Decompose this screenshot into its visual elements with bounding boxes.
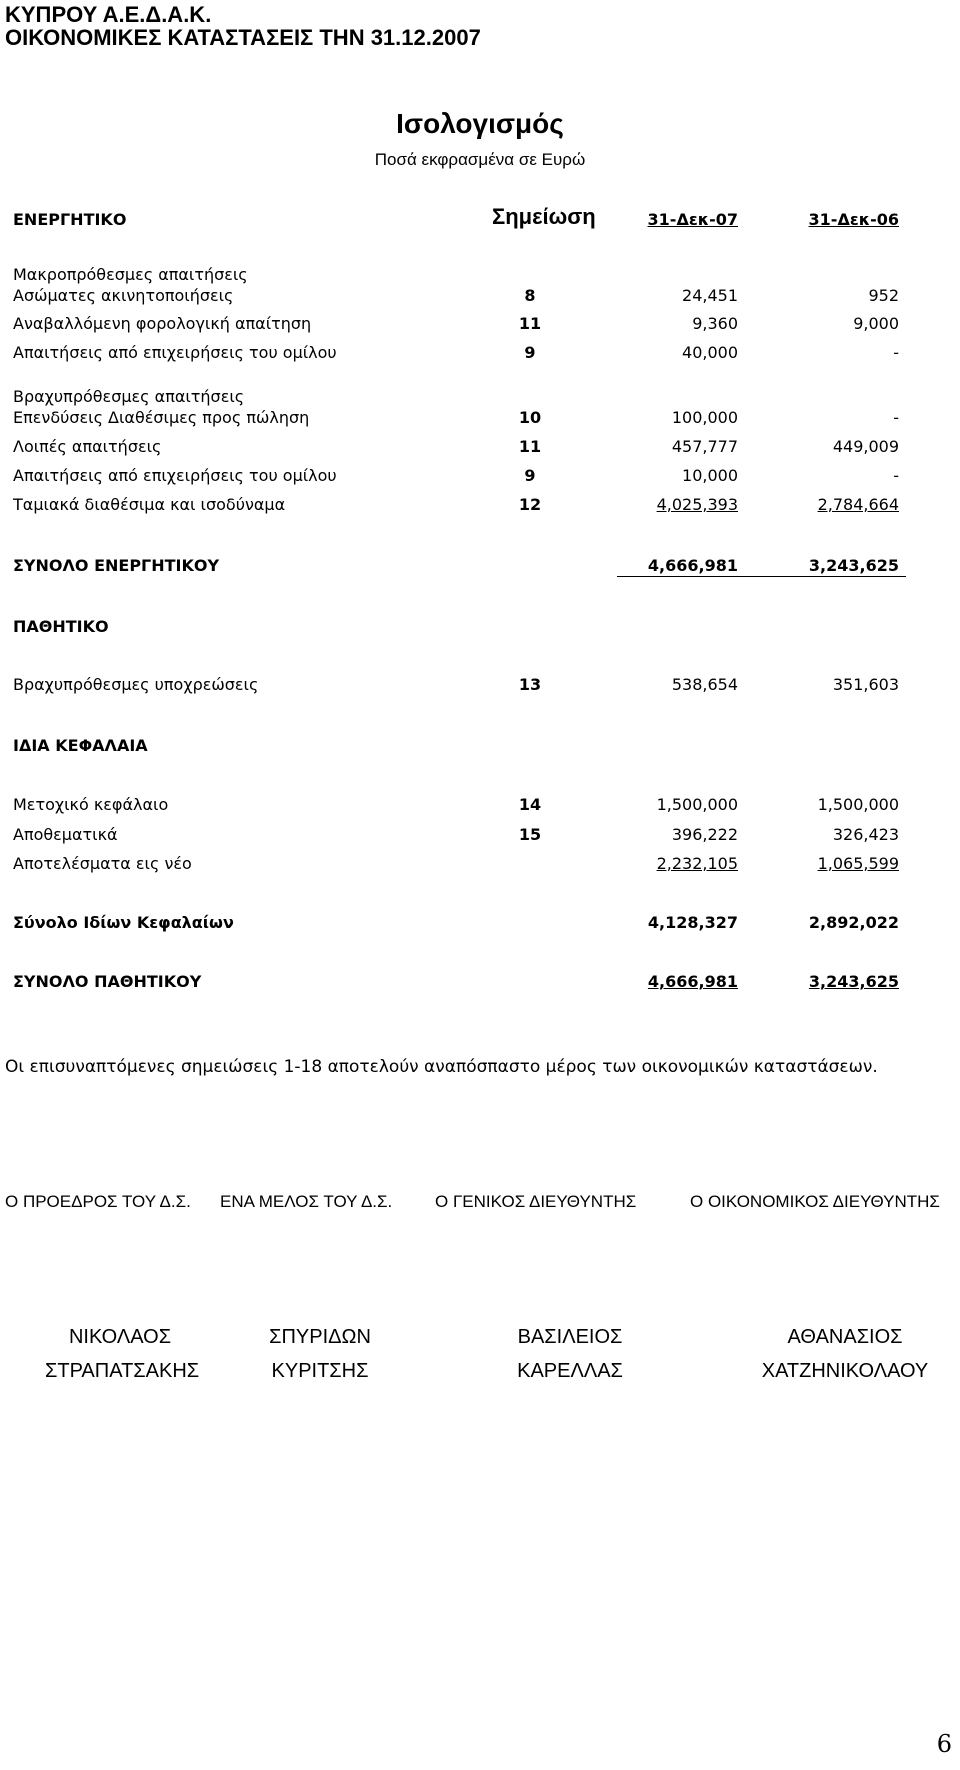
row-value-2006: 952 [868, 286, 899, 305]
total-equity-2006: 2,892,022 [808, 913, 899, 932]
year1-column-header: 31-Δεκ-07 [647, 210, 738, 229]
row-value-2007: 24,451 [682, 286, 738, 305]
company-name: ΚΥΠΡΟΥ Α.Ε.Δ.Α.Κ. [5, 2, 212, 27]
signatory-title: Ο ΠΡΟΕΔΡΟΣ ΤΟΥ Δ.Σ. [5, 1192, 191, 1211]
total-assets-2006: 3,243,625 [808, 556, 899, 575]
signatory-name: ΑΘΑΝΑΣΙΟΣ ΧΑΤΖΗΝΙΚΟΛΑΟΥ [761, 1326, 929, 1382]
row-value-2006: - [893, 408, 899, 427]
current-heading: Βραχυπρόθεσμες απαιτήσεις [13, 387, 245, 406]
row-value-2006: 326,423 [832, 825, 899, 844]
row-note: 14 [518, 795, 542, 814]
row-value-2007: 40,000 [682, 343, 738, 362]
total-equity-label: Σύνολο Ιδίων Κεφαλαίων [13, 913, 234, 932]
row-label: Απαιτήσεις από επιχειρήσεις του ομίλου [13, 343, 337, 362]
signatory-title: ΕΝΑ ΜΕΛΟΣ ΤΟΥ Δ.Σ. [220, 1192, 393, 1211]
total-underline [617, 576, 906, 577]
row-value-2007: 10,000 [682, 466, 738, 485]
equity-heading: ΙΔΙΑ ΚΕΦΑΛΑΙΑ [13, 736, 148, 755]
row-value-2007: 538,654 [671, 675, 738, 694]
row-value-2007: 1,500,000 [656, 795, 738, 814]
statement-title: ΟΙΚΟΝΟΜΙΚΕΣ ΚΑΤΑΣΤΑΣΕΙΣ ΤΗΝ 31.12.2007 [5, 25, 481, 50]
footnote: Οι επισυναπτόμενες σημειώσεις 1-18 αποτελούν αναπόσπαστο μέρος των οικονομικών καταστάσεων. [5, 1057, 878, 1077]
noncurrent-heading: Μακροπρόθεσμες απαιτήσεις [13, 265, 248, 284]
row-value-2006: 1,065,599 [817, 854, 899, 873]
signatory-name: ΝΙΚΟΛΑΟΣ ΣΤΡΑΠΑΤΣΑΚΗΣ [45, 1326, 200, 1382]
row-value-2007: 4,025,393 [656, 495, 738, 514]
page-subtitle: Ποσά εκφρασμένα σε Ευρώ [374, 150, 586, 169]
total-liabilities-label: ΣΥΝΟΛΟ ΠΑΘΗΤΙΚΟΥ [13, 972, 202, 991]
row-value-2006: 2,784,664 [817, 495, 899, 514]
row-note: 9 [524, 466, 536, 485]
row-value-2007: 2,232,105 [656, 854, 738, 873]
row-note: 15 [518, 825, 542, 844]
row-value-2007: 9,360 [692, 314, 738, 333]
total-liabilities-2006: 3,243,625 [808, 972, 899, 991]
row-note: 13 [518, 675, 542, 694]
signatory-title: Ο ΓΕΝΙΚΟΣ ΔΙΕΥΘΥΝΤΗΣ [435, 1192, 637, 1211]
row-value-2007: 100,000 [671, 408, 738, 427]
row-value-2007: 457,777 [671, 437, 738, 456]
row-label: Απαιτήσεις από επιχειρήσεις του ομίλου [13, 466, 337, 485]
total-equity-2007: 4,128,327 [647, 913, 738, 932]
note-column-header: Σημείωση [492, 204, 596, 229]
row-note: 12 [518, 495, 542, 514]
row-label: Αποτελέσματα εις νέο [13, 854, 192, 873]
assets-heading: ΕΝΕΡΓΗΤΙΚΟ [13, 210, 127, 229]
signatory-title: Ο ΟΙΚΟΝΟΜΙΚΟΣ ΔΙΕΥΘΥΝΤΗΣ [690, 1192, 940, 1211]
liabilities-heading: ΠΑΘΗΤΙΚΟ [13, 617, 109, 636]
row-value-2006: 1,500,000 [817, 795, 899, 814]
row-label: Ασώματες ακινητοποιήσεις [13, 286, 234, 305]
row-note: 10 [518, 408, 542, 427]
row-value-2006: - [893, 343, 899, 362]
year2-column-header: 31-Δεκ-06 [808, 210, 899, 229]
row-note: 11 [518, 437, 542, 456]
signatory-name: ΒΑΣΙΛΕΙΟΣ ΚΑΡΕΛΛΑΣ [517, 1326, 623, 1382]
page-title: Ισολογισμός [396, 108, 564, 139]
row-value-2006: 449,009 [832, 437, 899, 456]
row-label: Αναβαλλόμενη φορολογική απαίτηση [13, 314, 312, 333]
total-assets-label: ΣΥΝΟΛΟ ΕΝΕΡΓΗΤΙΚΟΥ [13, 556, 220, 575]
row-value-2006: 351,603 [832, 675, 899, 694]
row-label: Βραχυπρόθεσμες υποχρεώσεις [13, 675, 259, 694]
row-value-2006: 9,000 [853, 314, 899, 333]
row-note: 8 [524, 286, 536, 305]
row-label: Αποθεματικά [13, 825, 118, 844]
row-label: Επενδύσεις Διαθέσιμες προς πώληση [13, 408, 310, 427]
row-label: Λοιπές απαιτήσεις [13, 437, 162, 456]
row-value-2006: - [893, 466, 899, 485]
page-number: 6 [936, 1730, 952, 1758]
row-value-2007: 396,222 [671, 825, 738, 844]
row-note: 11 [518, 314, 542, 333]
signatory-name: ΣΠΥΡΙΔΩΝ ΚΥΡΙΤΣΗΣ [269, 1326, 371, 1382]
total-liabilities-2007: 4,666,981 [647, 972, 738, 991]
row-label: Μετοχικό κεφάλαιο [13, 795, 169, 814]
row-label: Ταμιακά διαθέσιμα και ισοδύναμα [13, 495, 286, 514]
total-assets-2007: 4,666,981 [647, 556, 738, 575]
row-note: 9 [524, 343, 536, 362]
